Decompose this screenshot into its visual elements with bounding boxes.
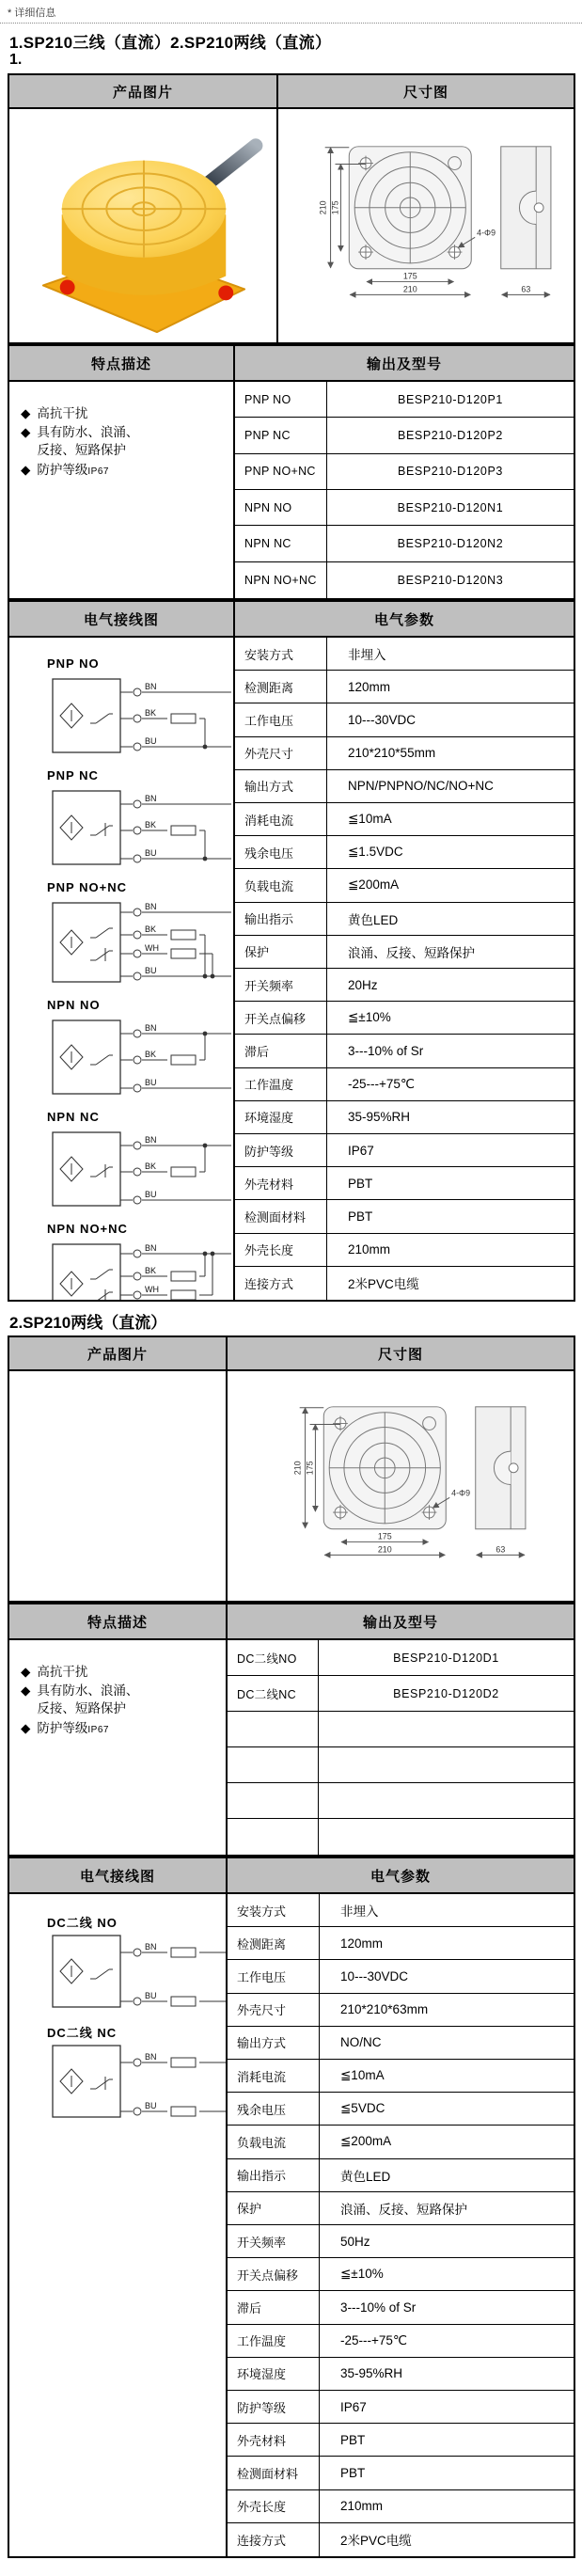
wiring-diagram (47, 880, 235, 994)
svg-text:BN: BN (145, 902, 157, 911)
param-value: 210*210*55mm (326, 737, 574, 769)
svg-text:BN: BN (145, 2052, 157, 2062)
wiring-diagram-title: PNP NO (47, 656, 100, 671)
output-model: BESP210-D120N1 (326, 490, 574, 525)
param-value: ≦1.5VDC (326, 836, 574, 868)
diamond-bullet-icon: ◆ (21, 406, 31, 420)
svg-text:WH: WH (145, 943, 159, 953)
outputs-table-2 (228, 1640, 574, 1855)
param-row (235, 1035, 574, 1067)
param-value: 3---10% of Sr (319, 2291, 574, 2323)
output-type (228, 1747, 318, 1782)
output-model (318, 1747, 574, 1782)
output-type (228, 1819, 318, 1855)
output-model: BESP210-D120P3 (326, 454, 574, 489)
feature-item (21, 461, 148, 479)
feature-item (21, 1682, 148, 1717)
param-value: NO/NC (319, 2027, 574, 2059)
param-name: 残余电压 (237, 2102, 287, 2117)
param-row (235, 969, 574, 1002)
features-cell-2 (9, 1640, 228, 1855)
output-model (318, 1819, 574, 1855)
wiring-diagrams-2 (9, 1894, 228, 2133)
param-name: 开关频率 (244, 978, 294, 993)
param-row (228, 2225, 574, 2258)
param-row (228, 2424, 574, 2457)
feature-suffix: IP67 (87, 466, 109, 477)
output-type: NPN NO+NC (244, 573, 317, 587)
param-value: 非埋入 (319, 1894, 574, 1926)
param-value: 浪涌、反接、短路保护 (326, 936, 574, 968)
param-value: NPN/PNPNO/NC/NO+NC (326, 770, 574, 802)
param-row (235, 671, 574, 703)
table-features-outputs-1 (8, 344, 575, 600)
param-name: 消耗电流 (237, 2069, 287, 2084)
param-row (235, 770, 574, 803)
col-header-electrical-params: 电气参数 (370, 1868, 431, 1885)
output-row (235, 454, 574, 490)
param-value: PBT (319, 2457, 574, 2489)
wiring-cell-2 (9, 1894, 228, 2556)
svg-text:BK: BK (145, 1266, 157, 1275)
svg-text:BU: BU (145, 1991, 157, 2000)
param-row (228, 2291, 574, 2324)
params-table-1 (235, 638, 574, 1300)
param-row (228, 1927, 574, 1960)
dim-width-outer: 210 (402, 284, 417, 294)
wiring-diagram-title: NPN NO+NC (47, 1222, 128, 1236)
param-value: IP67 (319, 2391, 574, 2423)
param-row (235, 737, 574, 770)
output-type (228, 1712, 318, 1746)
product-photo (17, 114, 269, 338)
param-name: 连接方式 (237, 2533, 287, 2548)
param-name: 连接方式 (244, 1276, 294, 1291)
param-name: 工作温度 (237, 2334, 287, 2349)
param-row (228, 2258, 574, 2291)
feature-text: 高抗干扰 (37, 1665, 88, 1679)
wiring-diagram (47, 656, 235, 765)
param-name: 外壳材料 (244, 1177, 294, 1192)
param-name: 外壳尺寸 (244, 747, 294, 762)
product-photo-cell (9, 109, 278, 342)
param-value: 浪涌、反接、短路保护 (319, 2192, 574, 2224)
param-name: 保护 (237, 2202, 262, 2217)
col-header-wiring-diagram: 电气接线图 (9, 1858, 228, 1892)
output-type: NPN NC (244, 536, 291, 550)
param-row (228, 2325, 574, 2358)
svg-text:BN: BN (145, 1942, 157, 1952)
param-name: 环境湿度 (237, 2367, 287, 2382)
wiring-diagram-graphic (47, 1013, 235, 1101)
param-value: IP67 (326, 1134, 574, 1166)
param-row (235, 1002, 574, 1035)
param-name: 检测距离 (244, 680, 294, 695)
param-value: 35-95%RH (319, 2358, 574, 2390)
diamond-bullet-icon: ◆ (21, 1665, 31, 1679)
table-product-dimension-1 (8, 73, 575, 344)
svg-text:BN: BN (145, 794, 157, 803)
param-name: 安装方式 (244, 647, 294, 662)
param-name: 外壳长度 (244, 1243, 294, 1258)
wiring-diagram-graphic (47, 895, 235, 989)
wiring-diagram (47, 1222, 235, 1300)
svg-text:BU: BU (145, 966, 157, 975)
param-value: 10---30VDC (326, 703, 574, 735)
param-name: 输出指示 (244, 912, 294, 927)
dimension-drawing-cell-2 (228, 1371, 574, 1601)
param-value: PBT (326, 1167, 574, 1199)
param-name: 外壳尺寸 (237, 2003, 287, 2018)
svg-text:BK: BK (145, 925, 157, 934)
param-name: 环境湿度 (244, 1111, 294, 1126)
param-row (228, 1994, 574, 2027)
features-list (9, 1640, 153, 1738)
param-row (235, 1167, 574, 1200)
page-title: 1.SP210三线（直流）2.SP210两线（直流） (9, 34, 332, 52)
param-value: 2米PVC电缆 (319, 2523, 574, 2556)
wiring-diagram-title: DC二线 NC (47, 2026, 118, 2040)
param-name: 检测面材料 (244, 1209, 307, 1225)
param-name: 残余电压 (244, 845, 294, 861)
wiring-diagram (47, 1110, 235, 1218)
param-row (235, 638, 574, 671)
param-value: 210mm (326, 1234, 574, 1266)
param-row (228, 1960, 574, 1993)
output-type: PNP NO+NC (244, 465, 316, 479)
param-name: 输出指示 (237, 2169, 287, 2184)
dim-width-inner: 175 (402, 271, 417, 281)
dim-holes-label: 4-Φ9 (451, 1488, 471, 1498)
param-row (228, 2027, 574, 2060)
dim-holes-label: 4-Φ9 (477, 228, 496, 238)
features-cell-1 (9, 382, 235, 598)
output-type: PNP NO (244, 392, 291, 406)
output-model: BESP210-D120N3 (326, 562, 574, 598)
param-value: 120mm (326, 671, 574, 703)
output-model (318, 1712, 574, 1746)
feature-text: 防护等级 (37, 1720, 88, 1735)
param-row (235, 703, 574, 736)
features-list (9, 382, 153, 480)
table-wiring-params-2 (8, 1857, 575, 2558)
param-row (235, 1200, 574, 1233)
param-value: 黄色LED (319, 2159, 574, 2191)
param-name: 外壳材料 (237, 2433, 287, 2448)
svg-text:BU: BU (145, 2101, 157, 2110)
param-value: -25---+75℃ (326, 1068, 574, 1100)
col-header-features: 特点描述 (9, 1604, 228, 1638)
param-row (235, 836, 574, 869)
param-row (228, 2159, 574, 2192)
param-value: 2米PVC电缆 (326, 1267, 574, 1300)
param-value: 20Hz (326, 969, 574, 1001)
dim-depth: 63 (495, 1544, 506, 1555)
param-name: 开关频率 (237, 2235, 287, 2250)
wiring-diagram-graphic (47, 672, 235, 760)
param-value: 非埋入 (326, 638, 574, 670)
param-row (228, 2523, 574, 2556)
col-header-features: 特点描述 (9, 346, 235, 380)
svg-text:BU: BU (145, 1190, 157, 1199)
param-name: 负载电流 (244, 878, 294, 893)
feature-text: 具有防水、浪涌、反接、短路保护 (37, 1683, 139, 1716)
detail-info-note: * 详细信息 (8, 8, 56, 19)
param-name: 滞后 (237, 2300, 262, 2315)
param-name: 开关点偏移 (244, 1011, 307, 1026)
param-value: ≦5VDC (319, 2093, 574, 2125)
diamond-bullet-icon: ◆ (21, 1720, 31, 1735)
dim-width-inner: 175 (377, 1531, 392, 1541)
output-row (235, 418, 574, 453)
dim-depth: 63 (521, 284, 531, 294)
param-row (235, 1068, 574, 1101)
param-row (228, 2060, 574, 2093)
feature-text: 防护等级 (37, 462, 88, 477)
param-row (228, 2391, 574, 2424)
svg-text:BN: BN (145, 1243, 157, 1253)
dim-width-outer: 210 (377, 1544, 392, 1555)
output-row (235, 490, 574, 526)
dimension-drawing (282, 135, 570, 316)
wiring-diagram-graphic (47, 2038, 228, 2125)
param-row (228, 2093, 574, 2126)
output-model: BESP210-D120P2 (326, 418, 574, 452)
col-header-wiring-diagram: 电气接线图 (9, 602, 235, 636)
feature-item (21, 1719, 148, 1737)
wiring-cell-1 (9, 638, 235, 1300)
wiring-diagram-title: PNP NC (47, 768, 99, 782)
param-value: ≦200mA (326, 869, 574, 901)
output-row (235, 382, 574, 418)
output-row (228, 1747, 574, 1783)
param-name: 工作温度 (244, 1078, 294, 1093)
table-product-dimension-2 (8, 1335, 575, 1603)
output-model: BESP210-D120D1 (318, 1640, 574, 1675)
product-photo-cell-empty (9, 1371, 228, 1601)
output-type: NPN NO (244, 500, 292, 514)
wiring-diagram-graphic (47, 1928, 228, 2015)
feature-text: 具有防水、浪涌、反接、短路保护 (37, 425, 139, 458)
param-name: 消耗电流 (244, 813, 294, 828)
output-type: DC二线NO (237, 1651, 297, 1666)
section2-title: 2.SP210两线（直流） (9, 1314, 167, 1332)
param-name: 输出方式 (237, 2036, 287, 2051)
dim-height-outer: 210 (318, 200, 328, 215)
diamond-bullet-icon: ◆ (21, 462, 31, 477)
param-row (235, 1234, 574, 1267)
output-type: DC二线NC (237, 1687, 296, 1701)
output-model: BESP210-D120N2 (326, 526, 574, 561)
svg-text:BU: BU (145, 1078, 157, 1087)
wiring-diagram-title: DC二线 NO (47, 1916, 118, 1930)
dim-height-inner: 175 (330, 200, 340, 215)
output-type (228, 1783, 318, 1818)
svg-text:BN: BN (145, 1023, 157, 1033)
param-value: 50Hz (319, 2225, 574, 2257)
wiring-diagram-graphic (47, 1237, 235, 1300)
param-row (228, 2490, 574, 2523)
output-row (235, 526, 574, 561)
param-row (228, 1894, 574, 1927)
param-name: 负载电流 (237, 2135, 287, 2150)
feature-suffix: IP67 (87, 1724, 109, 1735)
param-name: 滞后 (244, 1044, 270, 1059)
output-model (318, 1783, 574, 1818)
param-value: 10---30VDC (319, 1960, 574, 1992)
param-value: 35-95%RH (326, 1101, 574, 1133)
param-value: ≦10mA (319, 2060, 574, 2092)
param-row (228, 2126, 574, 2158)
svg-text:BU: BU (145, 848, 157, 858)
param-value: -25---+75℃ (319, 2325, 574, 2357)
wiring-diagram (47, 1913, 228, 2019)
param-value: 黄色LED (326, 903, 574, 935)
output-model: BESP210-D120D2 (318, 1676, 574, 1711)
param-name: 输出方式 (244, 780, 294, 795)
param-row (228, 2192, 574, 2225)
dimension-drawing-cell-1 (278, 109, 574, 342)
dim-height-inner: 175 (305, 1461, 315, 1476)
param-name: 工作电压 (237, 1969, 287, 1984)
param-row (235, 903, 574, 936)
table-wiring-params-1 (8, 600, 575, 1302)
dim-height-outer: 210 (292, 1461, 303, 1476)
output-model: BESP210-D120P1 (326, 382, 574, 417)
outputs-table-1 (235, 382, 574, 598)
output-row (228, 1783, 574, 1819)
param-row (235, 1101, 574, 1134)
svg-text:BN: BN (145, 1135, 157, 1145)
param-value: 120mm (319, 1927, 574, 1959)
param-name: 开关点偏移 (237, 2268, 299, 2283)
output-row (228, 1640, 574, 1676)
svg-text:BN: BN (145, 682, 157, 691)
wiring-diagram (47, 768, 235, 877)
feature-item (21, 423, 148, 459)
col-header-dimension-diagram: 尺寸图 (377, 1346, 423, 1363)
diamond-bullet-icon: ◆ (21, 1683, 31, 1699)
dotted-divider (0, 23, 582, 24)
wiring-diagram-title: NPN NC (47, 1110, 100, 1124)
svg-text:BK: BK (145, 820, 157, 830)
param-name: 检测面材料 (237, 2466, 299, 2481)
svg-text:WH: WH (145, 1285, 159, 1294)
wiring-diagram (47, 998, 235, 1106)
param-row (235, 1267, 574, 1300)
param-value: ≦±10% (319, 2258, 574, 2290)
param-value: 210mm (319, 2490, 574, 2522)
wiring-diagrams-1 (9, 638, 235, 1300)
svg-text:BU: BU (145, 736, 157, 746)
param-value: 210*210*63mm (319, 1994, 574, 2026)
col-header-product-image: 产品图片 (9, 1337, 228, 1369)
param-row (228, 2358, 574, 2391)
param-name: 防护等级 (237, 2400, 287, 2415)
param-row (228, 2457, 574, 2489)
svg-text:BK: BK (145, 1050, 157, 1059)
param-row (235, 869, 574, 902)
diamond-bullet-icon: ◆ (21, 425, 31, 440)
params-table-2 (228, 1894, 574, 2556)
param-name: 外壳长度 (237, 2500, 287, 2515)
output-row (228, 1676, 574, 1712)
col-header-dimension-diagram: 尺寸图 (402, 84, 448, 101)
param-value: ≦200mA (319, 2126, 574, 2157)
svg-text:BK: BK (145, 708, 157, 718)
feature-text: 高抗干扰 (37, 406, 88, 420)
output-row (228, 1819, 574, 1855)
table-features-outputs-2 (8, 1603, 575, 1857)
col-header-output-models: 输出及型号 (362, 1614, 438, 1631)
wiring-diagram-title: NPN NO (47, 998, 101, 1012)
param-name: 防护等级 (244, 1144, 294, 1159)
param-row (235, 1134, 574, 1167)
param-value: ≦10mA (326, 803, 574, 835)
dimension-drawing (257, 1396, 544, 1576)
wiring-diagram (47, 2023, 228, 2129)
col-header-output-models: 输出及型号 (366, 356, 442, 372)
output-row (228, 1712, 574, 1747)
wiring-diagram-graphic (47, 783, 235, 872)
param-value: 3---10% of Sr (326, 1035, 574, 1067)
param-value: ≦±10% (326, 1002, 574, 1034)
svg-text:BK: BK (145, 1162, 157, 1171)
col-header-product-image: 产品图片 (9, 75, 278, 107)
wiring-diagram-title: PNP NO+NC (47, 880, 127, 894)
output-row (235, 562, 574, 598)
wiring-diagram-graphic (47, 1125, 235, 1213)
section1-label: 1. (9, 52, 23, 68)
feature-item (21, 404, 148, 422)
param-value: PBT (326, 1200, 574, 1232)
param-row (235, 936, 574, 969)
col-header-electrical-params: 电气参数 (373, 611, 434, 628)
param-name: 安装方式 (237, 1904, 287, 1919)
param-name: 检测距离 (237, 1936, 287, 1952)
param-name: 保护 (244, 945, 270, 960)
output-type: PNP NC (244, 428, 291, 442)
feature-item (21, 1663, 148, 1681)
param-row (235, 803, 574, 836)
param-name: 工作电压 (244, 713, 294, 728)
param-value: PBT (319, 2424, 574, 2456)
